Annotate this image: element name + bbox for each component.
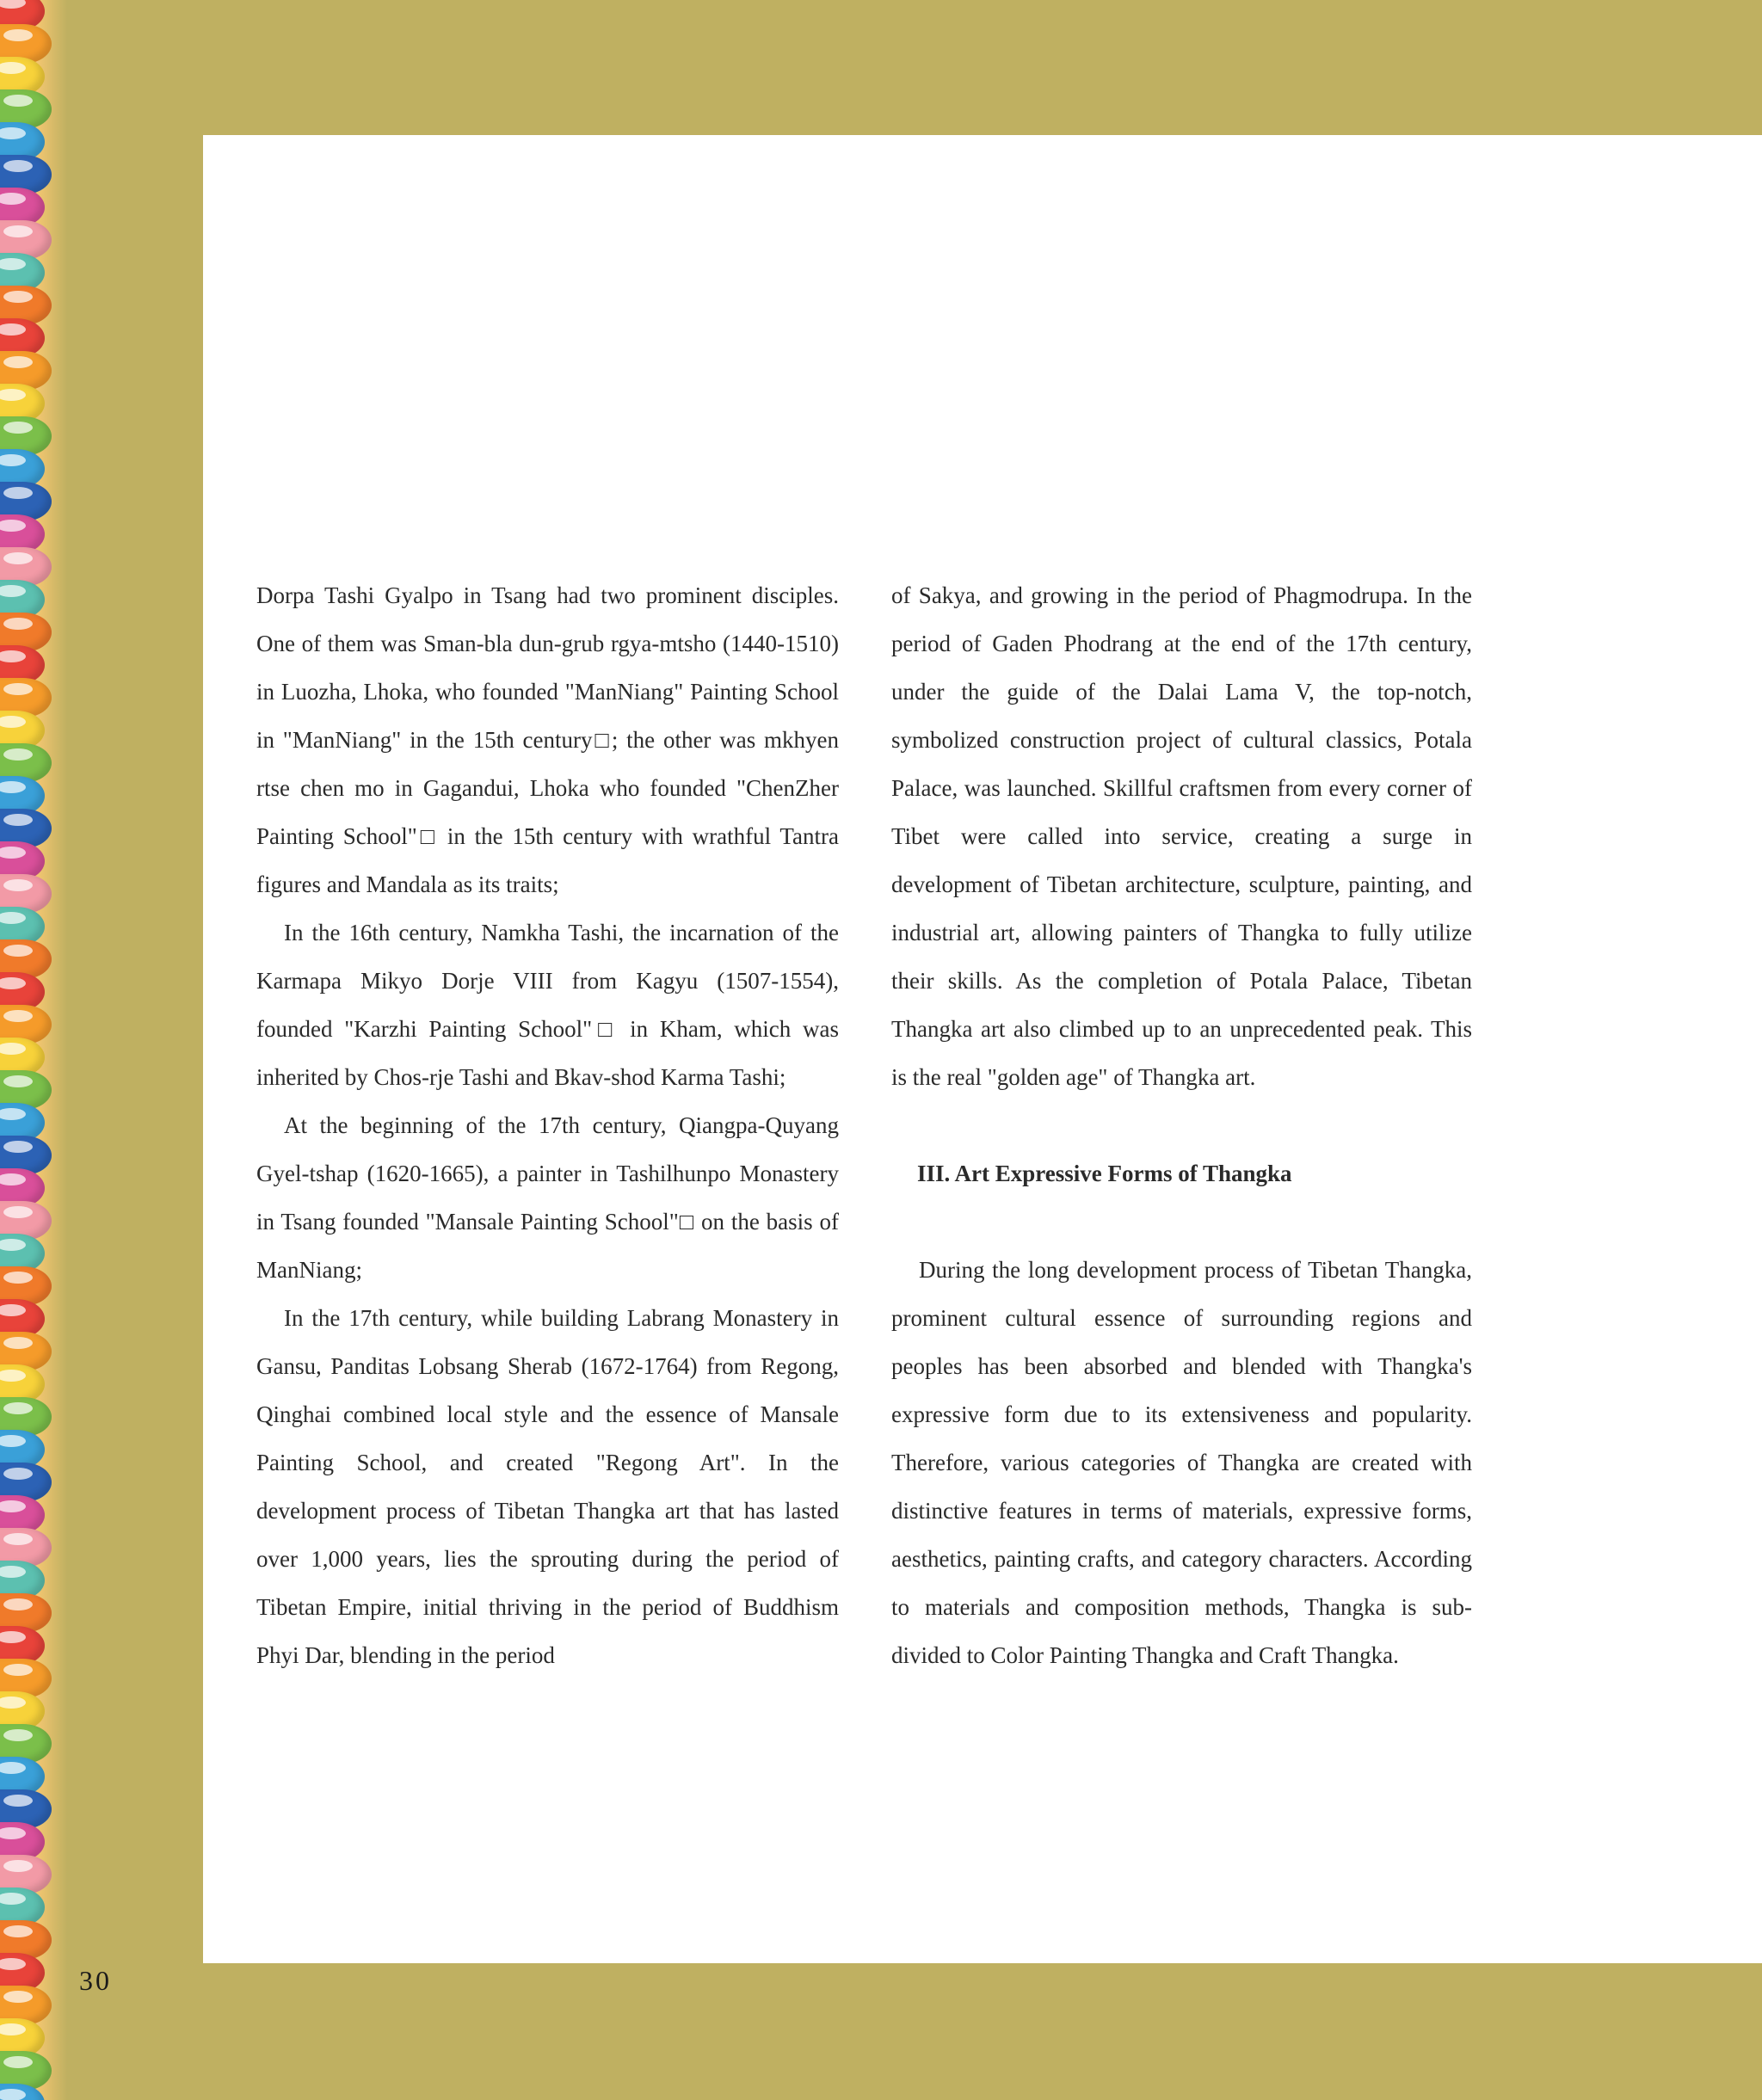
paragraph-karzhi-school: In the 16th century, Namkha Tashi, the incarnation of the Karmapa Mikyo Dorje VIII from Kagyu (1507-1554), founded "Karzhi Painting School"□ in Kham, which was inherited by Chos-rje Tashi and Bkav-shod Karma Tashi; bbox=[256, 920, 839, 1090]
left-column bbox=[256, 571, 839, 1679]
paragraph-golden-age: of Sakya, and growing in the period of Phagmodrupa. In the period of Gaden Phodrang at the end of the 17th century, under the guide of the Dalai Lama V, the top-notch, symbolized construction project of cultural classics, Potala Palace, was launched. Skillful craftsmen from every corner of Tibet were called into service, creating a surge in development of Tibetan architecture, sculpture, painting, and industrial art, allowing painters of Thangka to fully utilize their skills. As the completion of Potala Palace, Tibetan Thangka art also climbed up to an unprecedented peak. This is the real "golden age" of Thangka art. bbox=[891, 582, 1472, 1090]
spacer bbox=[891, 1198, 1472, 1246]
section-heading: III. Art Expressive Forms of Thangka bbox=[917, 1161, 1292, 1186]
decorative-bead-border bbox=[0, 0, 67, 2100]
paragraph-mansale-school: At the beginning of the 17th century, Qiangpa-Quyang Gyel-tshap (1620-1665), a painter in Tashilhunpo Monastery in Tsang founded "Mansale Painting School"□ on the basis of ManNiang; bbox=[256, 1112, 839, 1283]
paragraph-expressive-forms: During the long development process of Tibetan Thangka, prominent cultural essence of surrounding regions and peoples has been absorbed and blended with Thangka's expressive form due to its extensiveness and popularity. Therefore, various categories of Thangka are created with distinctive features in terms of materials, expressive forms, aesthetics, painting crafts, and category characters. According to materials and composition methods, Thangka is sub-divided to Color Painting Thangka and Craft Thangka. bbox=[891, 1257, 1472, 1668]
paragraph-painting-schools: Dorpa Tashi Gyalpo in Tsang had two prominent disciples. One of them was Sman-bla dun-grub rgya-mtsho (1440-1510) in Luozha, Lhoka, who founded "ManNiang" Painting School in "ManNiang" in the 15th century□; the other was mkhyen rtse chen mo in Gagandui, Lhoka who founded "ChenZher Painting School"□ in the 15th century with wrathful Tantra figures and Mandala as its traits; bbox=[256, 582, 839, 897]
spacer bbox=[891, 1101, 1472, 1149]
right-column bbox=[891, 571, 1472, 1679]
paragraph-regong-art: In the 17th century, while building Labrang Monastery in Gansu, Panditas Lobsang Sherab (1672-1764) from Regong, Qinghai combined local style and the essence of Mansale Painting School, and created "Regong Art". In the development process of Tibetan Thangka art that has lasted over 1,000 years, lies the sprouting during the period of Tibetan Empire, initial thriving in the period of Buddhism Phyi Dar, blending in the period bbox=[256, 1305, 839, 1668]
page-number: 30 bbox=[79, 1965, 112, 1996]
